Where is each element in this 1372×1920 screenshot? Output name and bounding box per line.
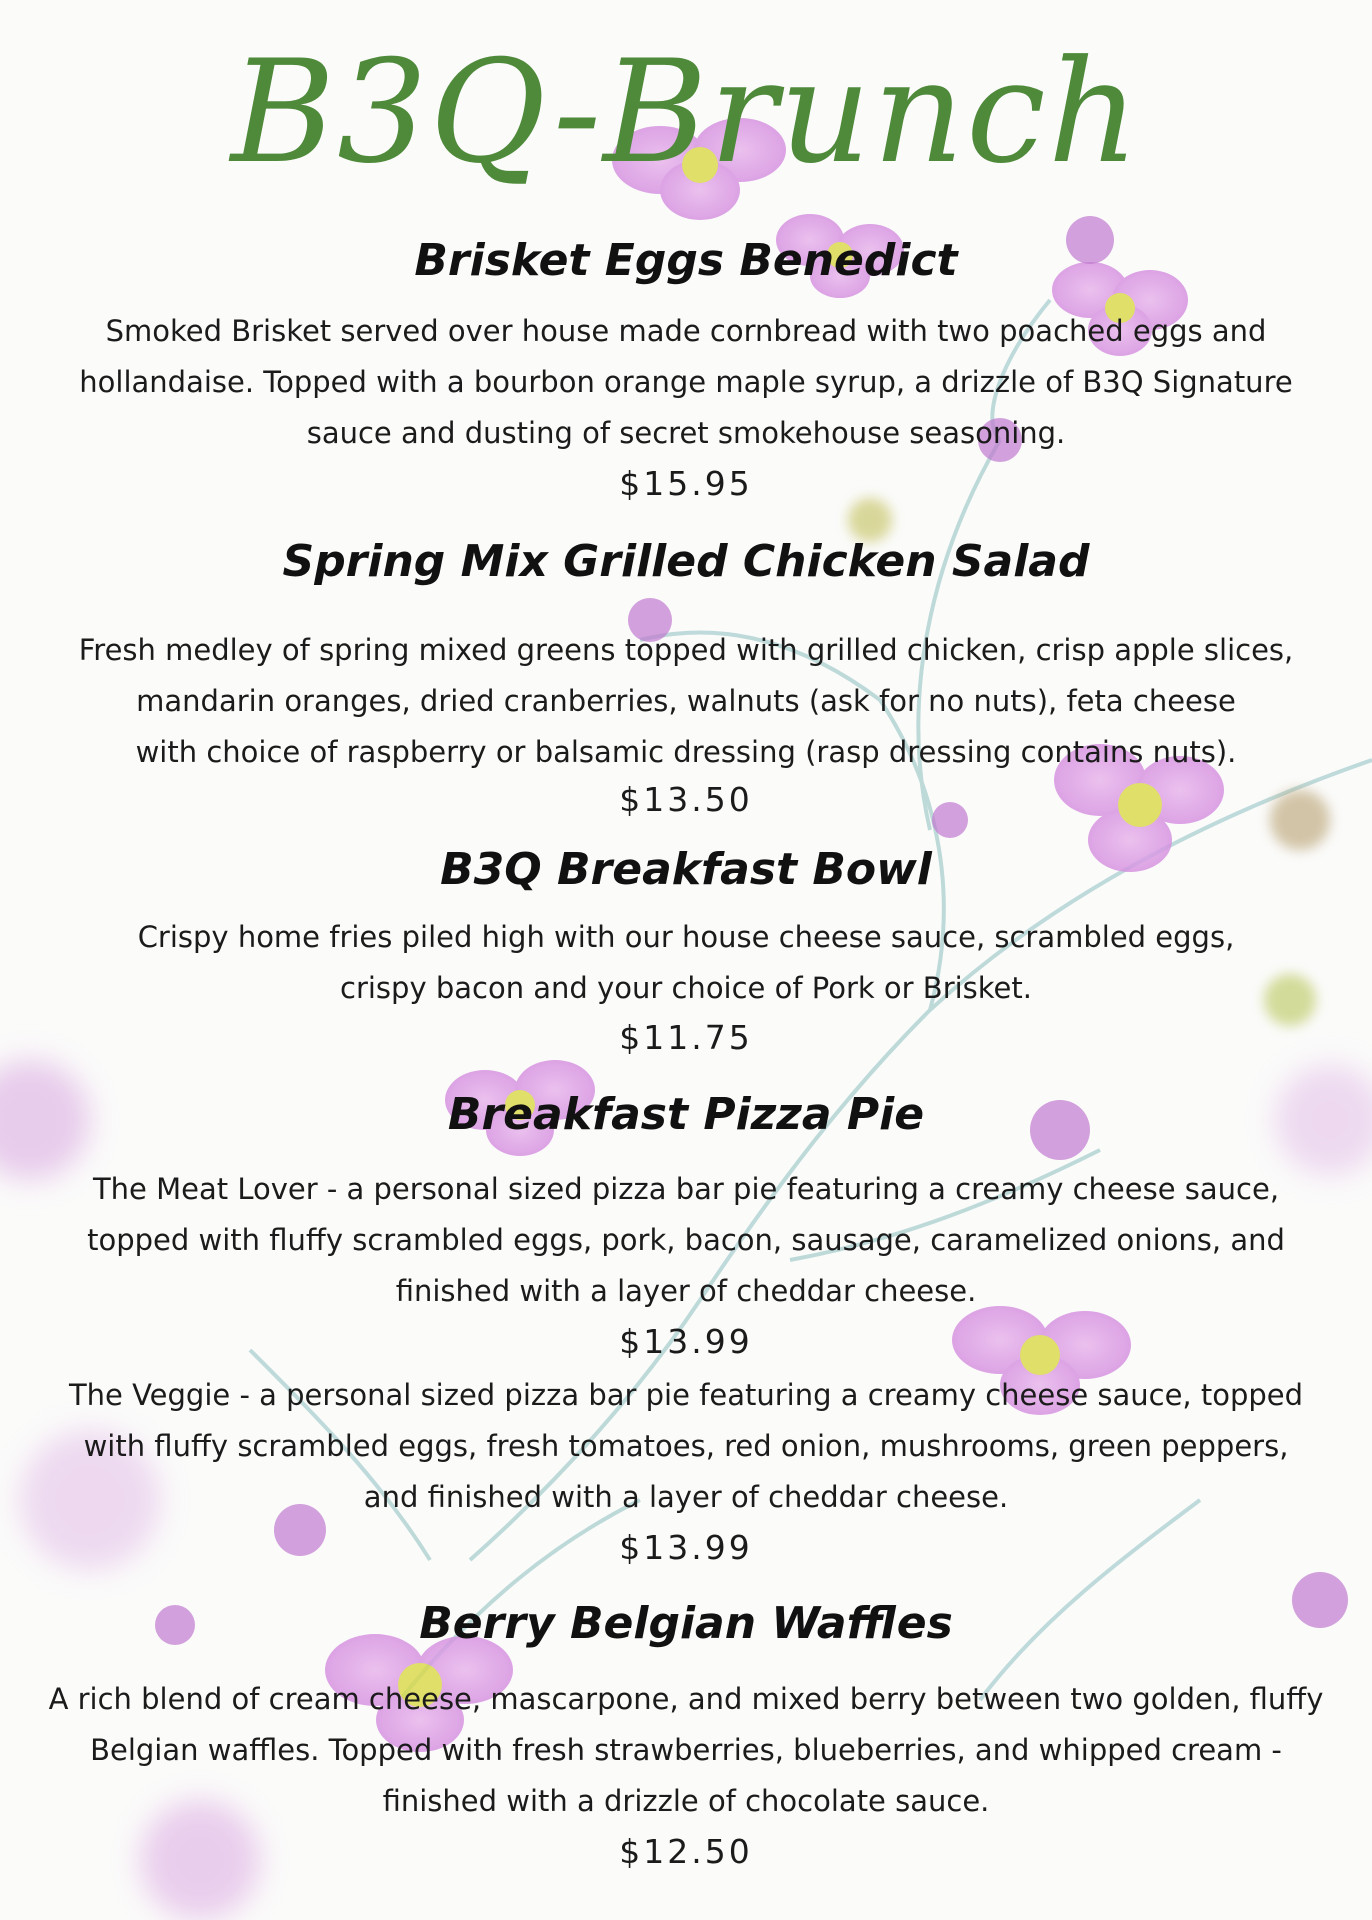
- item-price: $15.95: [619, 464, 753, 503]
- item-desc-line: sauce and dusting of secret smokehouse seasoning.: [306, 416, 1066, 450]
- item-title-berry-belgian-waffles: Berry Belgian Waffles: [419, 1598, 953, 1649]
- menu-title: B3Q-Brunch: [230, 30, 1142, 195]
- item-title-spring-mix-salad: Spring Mix Grilled Chicken Salad: [282, 536, 1090, 587]
- item-desc-line: topped with fluffy scrambled eggs, pork, bacon, sausage, caramelized onions, and: [87, 1223, 1285, 1257]
- item-desc-line: A rich blend of cream cheese, mascarpone, and mixed berry between two golden, fluffy: [48, 1682, 1324, 1716]
- item-desc-line: with choice of raspberry or balsamic dressing (rasp dressing contains nuts).: [135, 735, 1237, 769]
- item-title-breakfast-bowl: B3Q Breakfast Bowl: [440, 844, 932, 895]
- item-price: $11.75: [619, 1018, 753, 1057]
- item-desc-line: The Meat Lover - a personal sized pizza bar pie featuring a creamy cheese sauce,: [92, 1172, 1280, 1206]
- item-desc-line: and finished with a layer of cheddar cheese.: [363, 1480, 1009, 1514]
- item-desc-line: The Veggie - a personal sized pizza bar pie featuring a creamy cheese sauce, topped: [68, 1378, 1304, 1412]
- item-price: $13.50: [619, 780, 753, 819]
- item-desc-line: with fluffy scrambled eggs, fresh tomatoes, red onion, mushrooms, green peppers,: [83, 1429, 1289, 1463]
- item-desc-line: Fresh medley of spring mixed greens topped with grilled chicken, crisp apple slices,: [78, 633, 1294, 667]
- item-desc-line: hollandaise. Topped with a bourbon orange maple syrup, a drizzle of B3Q Signature: [79, 365, 1293, 399]
- item-desc-line: mandarin oranges, dried cranberries, walnuts (ask for no nuts), feta cheese: [136, 684, 1236, 718]
- item-title-breakfast-pizza-pie: Breakfast Pizza Pie: [447, 1089, 925, 1140]
- item-desc-line: finished with a drizzle of chocolate sauce.: [382, 1784, 990, 1818]
- item-price: $12.50: [619, 1832, 753, 1871]
- item-price: $13.99: [619, 1322, 753, 1361]
- item-title-brisket-eggs-benedict: Brisket Eggs Benedict: [414, 235, 958, 286]
- item-desc-line: crispy bacon and your choice of Pork or Brisket.: [340, 971, 1032, 1005]
- item-desc-line: Crispy home fries piled high with our house cheese sauce, scrambled eggs,: [137, 920, 1235, 954]
- item-desc-line: finished with a layer of cheddar cheese.: [395, 1274, 977, 1308]
- item-price: $13.99: [619, 1528, 753, 1567]
- item-desc-line: Smoked Brisket served over house made cornbread with two poached eggs and: [105, 314, 1267, 348]
- item-desc-line: Belgian waffles. Topped with fresh strawberries, blueberries, and whipped cream -: [90, 1733, 1282, 1767]
